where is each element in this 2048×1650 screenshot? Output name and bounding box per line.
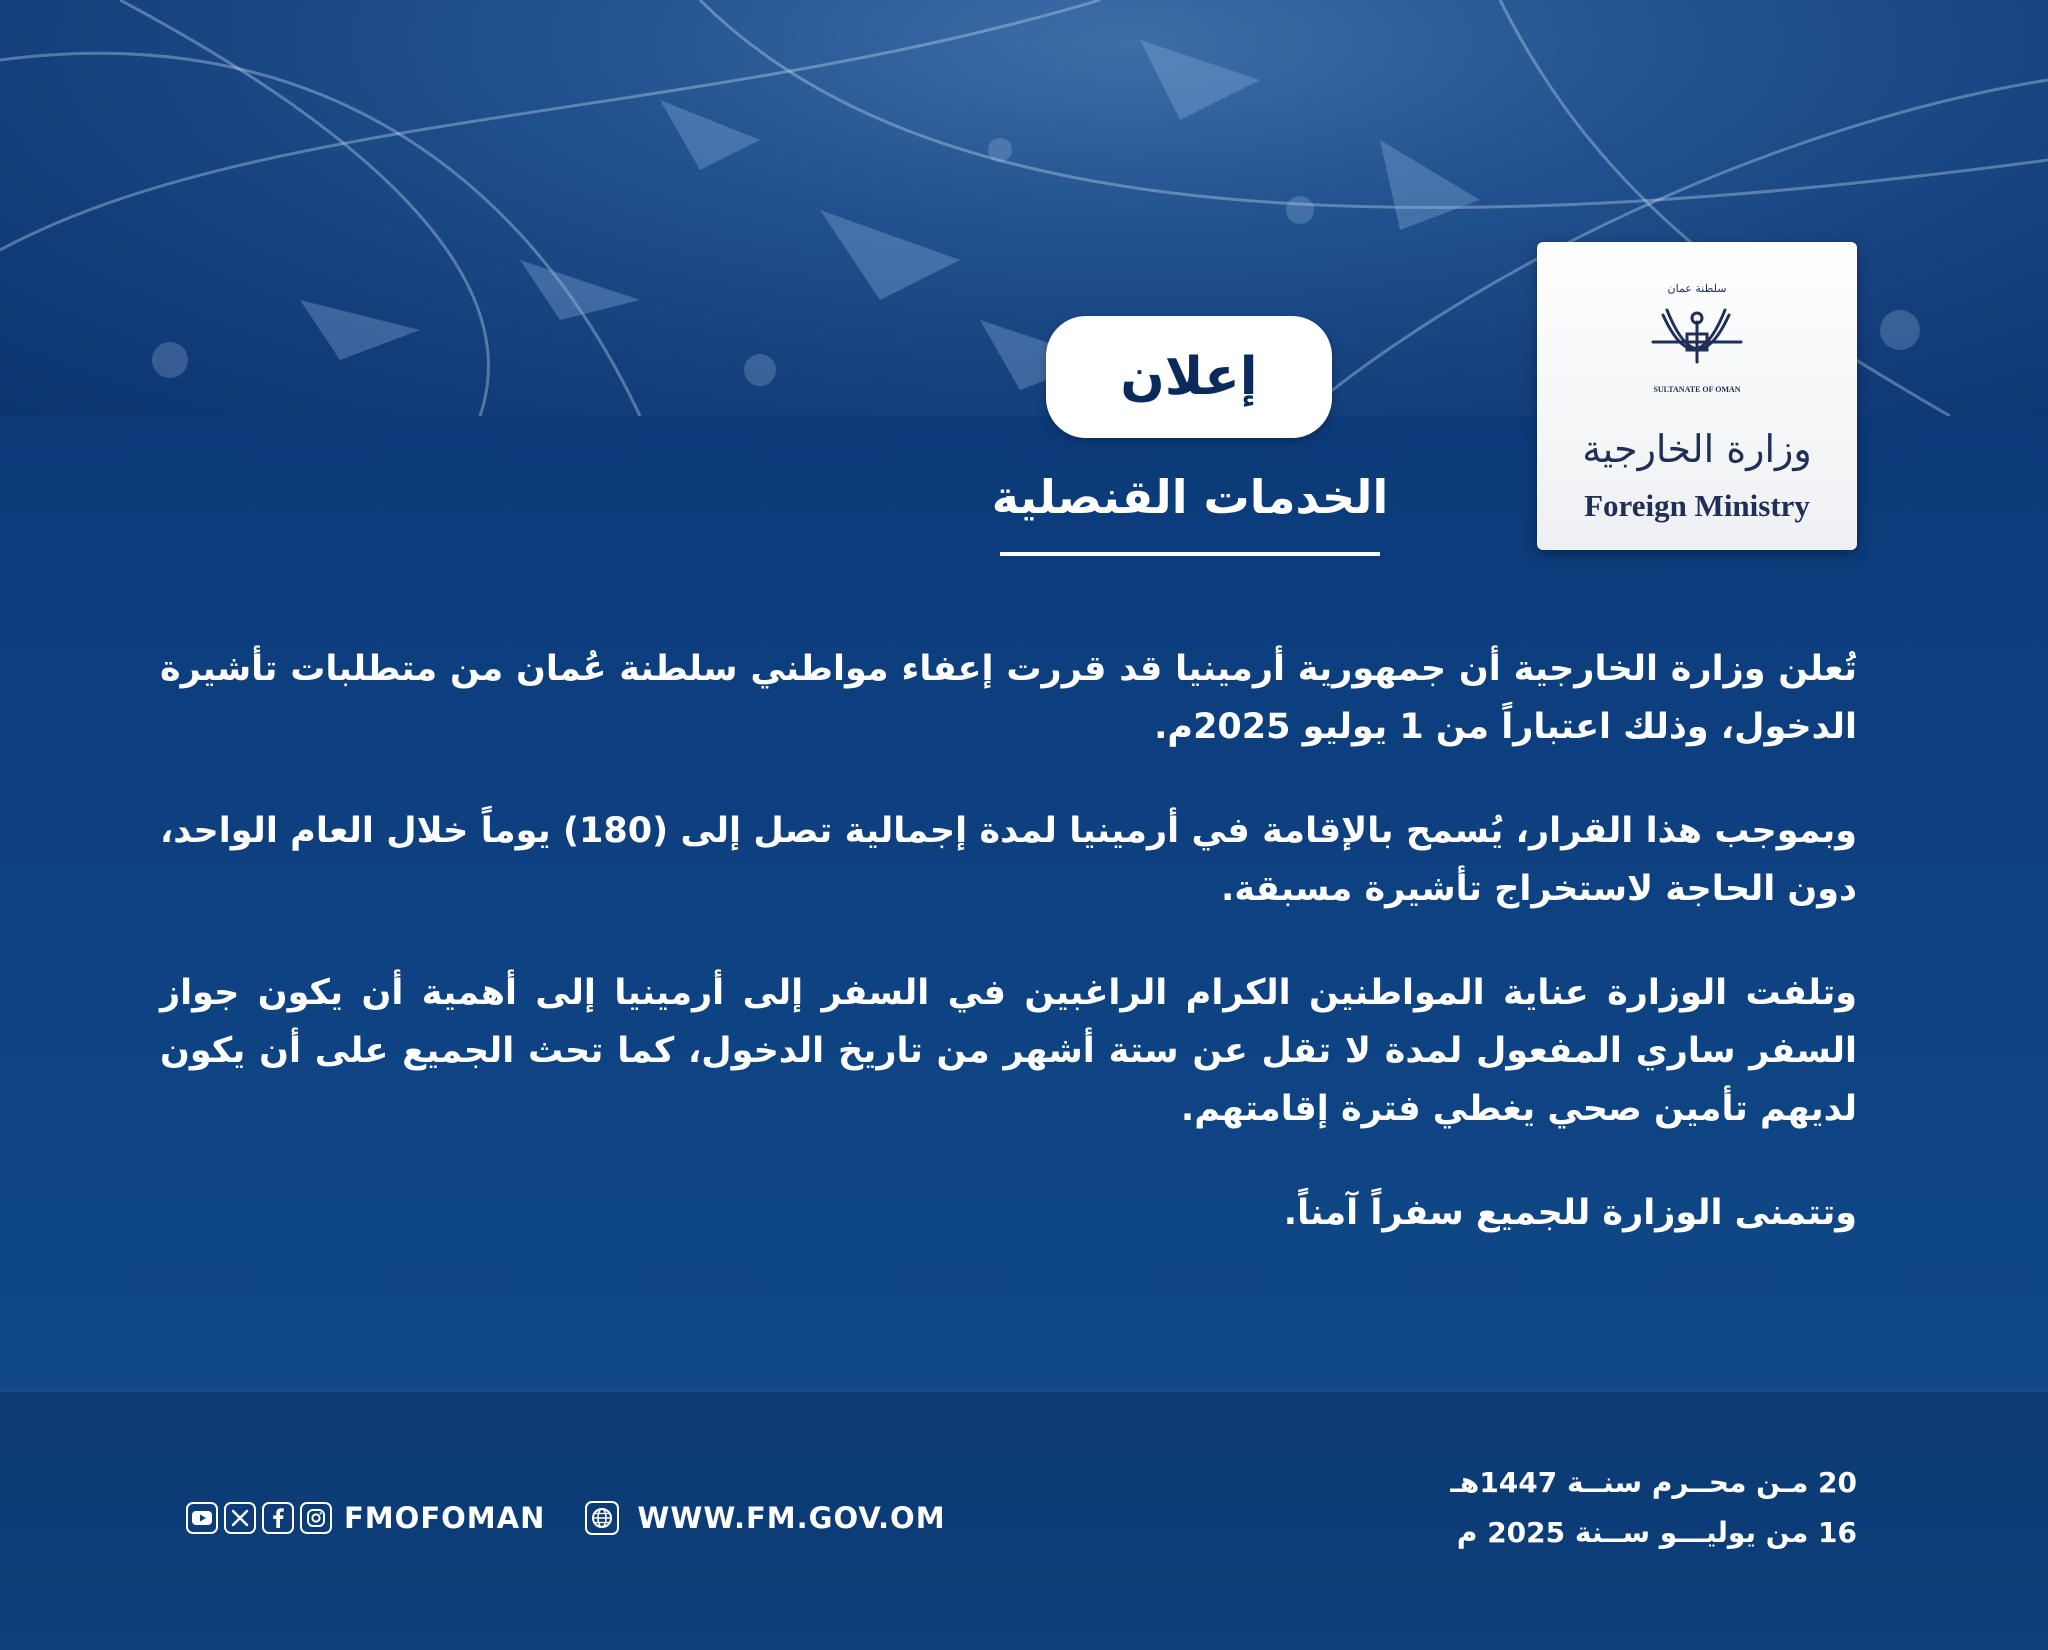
body-paragraph-4: وتتمنى الوزارة للجميع سفراً آمناً. [1283, 1193, 1857, 1233]
date-block [1380, 1458, 1857, 1558]
website-link[interactable]: WWW.FM.GOV.OM [637, 1501, 946, 1535]
emblem-english-text: SULTANATE OF OMAN [1653, 385, 1741, 394]
title-underline [1000, 552, 1380, 556]
youtube-icon[interactable] [186, 1502, 218, 1534]
logo-english-name: Foreign Ministry [1584, 488, 1810, 523]
hijri-date: 20 مـن محــرم سنــة 1447هـ [1450, 1466, 1857, 1499]
globe-icon [585, 1501, 619, 1535]
gregorian-date: 16 من يوليـــو ســنة 2025 م [1456, 1516, 1857, 1549]
oman-emblem-icon [1637, 280, 1757, 400]
body-paragraph-3: وتلفت الوزارة عناية المواطنين الكرام الراغبين في السفر إلى أرمينيا إلى أهمية أن يكون جواز السفر ساري المفعول لمدة لا تقل عن ستة أشهر من تاريخ الدخول، كما تحث الجميع على أن يكون لديهم تأمين صحي يغطي فترة إقامتهم. [160, 973, 1857, 1129]
social-handle[interactable]: FMOFOMAN [344, 1501, 546, 1535]
emblem-arabic-text: سلطنة عمان [1667, 282, 1727, 295]
section-title: الخدمات القنصلية [991, 470, 1389, 524]
announcement-body [160, 640, 1857, 1288]
facebook-icon[interactable] [262, 1502, 294, 1534]
x-icon[interactable] [224, 1502, 256, 1534]
announcement-badge: إعلان [1046, 316, 1332, 438]
foreign-ministry-logo [1537, 242, 1857, 550]
social-links [186, 1496, 946, 1540]
body-paragraph-2: وبموجب هذا القرار، يُسمح بالإقامة في أرمينيا لمدة إجمالية تصل إلى (180) يوماً خلال العام الواحد، دون الحاجة لاستخراج تأشيرة مسبقة. [160, 811, 1857, 909]
logo-arabic-name: وزارة الخارجية [1582, 427, 1812, 471]
instagram-icon[interactable] [300, 1502, 332, 1534]
body-paragraph-1: تُعلن وزارة الخارجية أن جمهورية أرمينيا قد قررت إعفاء مواطني سلطنة عُمان من متطلبات تأشيرة الدخول، وذلك اعتباراً من 1 يوليو 2025م. [160, 649, 1857, 747]
